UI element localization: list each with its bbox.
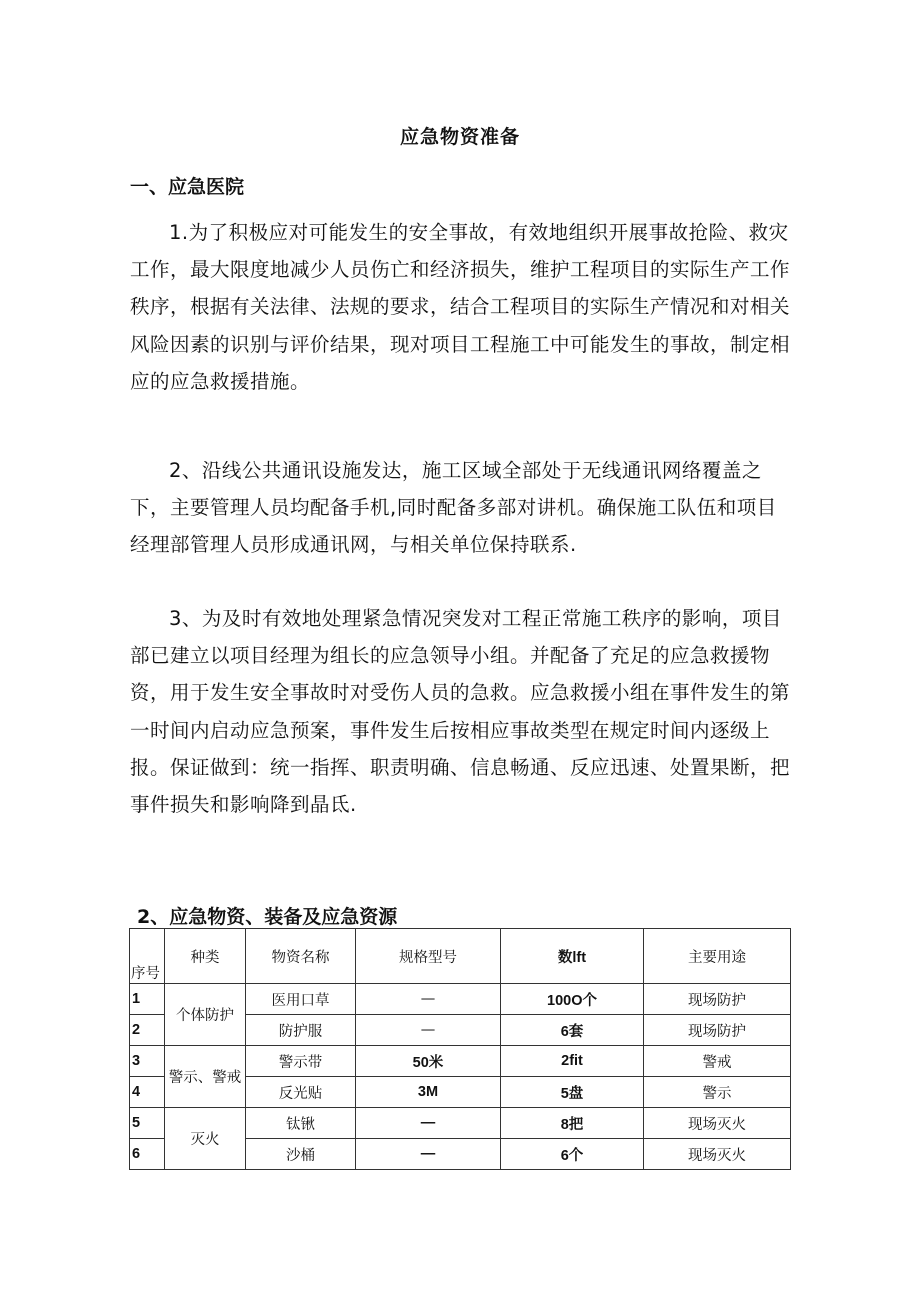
section-heading-emergency-supplies: 2、应急物资、装备及应急资源 [137, 906, 398, 928]
cell-name: 警示带 [246, 1046, 356, 1077]
cell-spec: — [356, 984, 501, 1015]
cell-seq: 3 [130, 1046, 165, 1077]
cell-name: 沙桶 [246, 1139, 356, 1170]
cell-name: 钛锹 [246, 1108, 356, 1139]
header-use: 主要用途 [644, 929, 791, 984]
cell-spec: — [356, 1139, 501, 1170]
section-heading-emergency-hospital: 一、应急医院 [130, 176, 245, 198]
cell-qty: 2fit [501, 1046, 644, 1077]
cell-seq: 2 [130, 1015, 165, 1046]
cell-qty: 100O个 [501, 984, 644, 1015]
header-spec: 规格型号 [356, 929, 501, 984]
paragraph-1: 1.为了积极应对可能发生的安全事故，有效地组织开展事故抢险、救灾工作，最大限度地减少人员伤亡和经济损失，维护工程项目的实际生产工作秩序，根据有关法律、法规的要求，结合工程项目的实际生产情况和对相关风险因素的识别与评价结果，现对项目工程施工中可能发生的事故，制定相应的应急救援措施。 [130, 221, 791, 393]
cell-use: 现场灭火 [644, 1139, 791, 1170]
table-row [130, 984, 791, 1015]
cell-use: 现场防护 [644, 984, 791, 1015]
cell-spec: — [356, 1108, 501, 1139]
table-row [130, 1108, 791, 1139]
paragraph-2: 2、沿线公共通讯设施发达，施工区域全部处于无线通讯网络覆盖之下，主要管理人员均配备手机,同时配备多部对讲机。确保施工队伍和项目经理部管理人员形成通讯网，与相关单位保持联系. [130, 459, 777, 557]
cell-qty: 8把 [501, 1108, 644, 1139]
cell-use: 警戒 [644, 1046, 791, 1077]
cell-spec: 50米 [356, 1046, 501, 1077]
cell-use: 现场灭火 [644, 1108, 791, 1139]
cell-name: 医用口草 [246, 984, 356, 1015]
cell-name: 防护服 [246, 1015, 356, 1046]
cell-seq: 4 [130, 1077, 165, 1108]
header-qty: 数lft [501, 929, 644, 984]
supplies-table [129, 928, 791, 1170]
cell-spec: — [356, 1015, 501, 1046]
paragraph-3: 3、为及时有效地处理紧急情况突发对工程正常施工秩序的影响，项目部已建立以项目经理为组长的应急领导小组。并配备了充足的应急救援物资，用于发生安全事故时对受伤人员的急救。应急救援小组在事件发生的第一时间内启动应急预案，事件发生后按相应事故类型在规定时间内逐级上报。保证做到：统一指挥、职责明确、信息畅通、反应迅速、处置果断，把事件损失和影响降到晶氐. [130, 607, 791, 817]
cell-qty: 5盘 [501, 1077, 644, 1108]
document-title: 应急物资准备 [399, 126, 520, 148]
cell-use: 警示 [644, 1077, 791, 1108]
cell-qty: 6个 [501, 1139, 644, 1170]
cell-use: 现场防护 [644, 1015, 791, 1046]
cell-category: 警示、警戒 [165, 1046, 246, 1108]
cell-seq: 1 [130, 984, 165, 1015]
header-category: 种类 [165, 929, 246, 984]
header-name: 物资名称 [246, 929, 356, 984]
cell-category: 灭火 [165, 1108, 246, 1170]
table-header-row [130, 929, 791, 984]
cell-spec: 3M [356, 1077, 501, 1108]
cell-category: 个体防护 [165, 984, 246, 1046]
cell-qty: 6套 [501, 1015, 644, 1046]
cell-name: 反光贴 [246, 1077, 356, 1108]
header-seq: 序号 [130, 929, 165, 984]
cell-seq: 6 [130, 1139, 165, 1170]
cell-seq: 5 [130, 1108, 165, 1139]
table-row [130, 1046, 791, 1077]
